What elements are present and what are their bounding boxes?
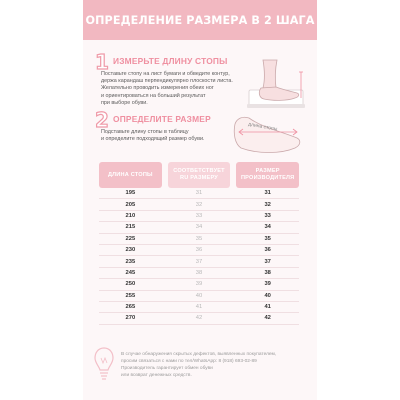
header-text: РАЗМЕР xyxy=(255,168,280,175)
table-row xyxy=(99,211,299,222)
cell-foot-length: 245 xyxy=(125,269,136,276)
cell-manufacturer-size: 38 xyxy=(264,269,271,276)
note-line: просим связаться с нами по тел/WhatsApp: 8 (918) 693-02-89 xyxy=(121,358,257,364)
cell-ru-size: 36 xyxy=(195,247,203,254)
table-row xyxy=(99,234,299,245)
table-row xyxy=(99,302,299,313)
lightbulb-icon xyxy=(93,346,115,386)
table-row xyxy=(99,291,299,302)
warranty-note xyxy=(93,342,309,394)
cell-ru-size: 31 xyxy=(195,190,203,197)
title-banner xyxy=(83,0,317,40)
cell-foot-length: 215 xyxy=(125,224,136,231)
step-2-line: и определите подходящий размер обуви. xyxy=(101,136,205,143)
cell-manufacturer-size: 31 xyxy=(264,190,271,197)
foot-length-icon xyxy=(231,110,307,160)
cell-manufacturer-size: 34 xyxy=(264,224,271,231)
step-1-line: Желательно проводить измерения обеих ног xyxy=(101,85,214,92)
table-header xyxy=(99,162,299,188)
cell-foot-length: 230 xyxy=(125,247,136,254)
header-text: СООТВЕТСТВУЕТ xyxy=(173,168,225,175)
cell-manufacturer-size: 39 xyxy=(264,281,271,288)
table-row xyxy=(99,188,299,199)
size-guide-card xyxy=(83,0,317,400)
cell-manufacturer-size: 37 xyxy=(264,258,271,265)
cell-ru-size: 38 xyxy=(195,269,203,276)
cell-foot-length: 225 xyxy=(125,235,136,242)
cell-foot-length: 235 xyxy=(125,258,136,265)
cell-ru-size: 32 xyxy=(195,201,203,208)
step-2-text xyxy=(101,129,233,143)
foot-length-label: длина стопы xyxy=(247,121,278,133)
cell-ru-size: 34 xyxy=(195,224,203,231)
size-table xyxy=(99,162,299,325)
step-1-line: держа карандаш перпендикулярно плоскости листа. xyxy=(101,78,233,85)
cell-manufacturer-size: 40 xyxy=(264,292,271,299)
table-row xyxy=(99,256,299,267)
cell-manufacturer-size: 35 xyxy=(264,235,271,242)
note-line: или возврат денежных средств. xyxy=(121,372,192,378)
header-text: ПРОИЗВОДИТЕЛЯ xyxy=(240,175,295,181)
step-2-number: 2 xyxy=(95,108,109,132)
cell-ru-size: 40 xyxy=(195,292,203,299)
table-row xyxy=(99,268,299,279)
cell-foot-length: 205 xyxy=(125,201,136,208)
cell-foot-length: 265 xyxy=(125,304,136,311)
step-1-line: Поставьте стопу на лист бумаги и обведите контур, xyxy=(101,71,230,77)
table-row xyxy=(99,313,299,324)
step-2-line: Подставьте длину стопы в таблицу xyxy=(101,129,189,135)
step-1-title: ИЗМЕРЬТЕ ДЛИНУ СТОПЫ xyxy=(113,56,228,66)
step-1-line: при выборе обуви. xyxy=(101,99,148,106)
cell-ru-size: 37 xyxy=(195,258,203,265)
cell-foot-length: 255 xyxy=(125,292,136,299)
step-1-number: 1 xyxy=(95,50,109,74)
table-row xyxy=(99,279,299,290)
cell-manufacturer-size: 41 xyxy=(264,304,271,311)
header-ru-size xyxy=(168,162,231,188)
cell-ru-size: 42 xyxy=(195,315,203,322)
cell-foot-length: 270 xyxy=(125,315,136,322)
step-1-line: и ориентироваться на больший результат xyxy=(101,92,206,99)
cell-manufacturer-size: 36 xyxy=(264,247,271,254)
cell-foot-length: 210 xyxy=(125,212,136,219)
header-manufacturer-size xyxy=(236,162,299,188)
header-foot-length xyxy=(99,162,162,188)
note-line: Производитель гарантирует обмен обуви xyxy=(121,365,213,371)
cell-foot-length: 250 xyxy=(125,281,136,288)
cell-ru-size: 35 xyxy=(195,235,203,242)
table-row xyxy=(99,245,299,256)
step-2-title: ОПРЕДЕЛИТЕ РАЗМЕР xyxy=(113,114,211,124)
note-line: В случае обнаружения скрытых дефектов, выявленных покупателем, xyxy=(121,352,277,357)
cell-manufacturer-size: 33 xyxy=(264,212,271,219)
note-text xyxy=(121,352,307,380)
table-row xyxy=(99,222,299,233)
table-row xyxy=(99,199,299,210)
foot-on-paper-icon xyxy=(245,58,309,110)
step-1-text xyxy=(101,71,233,107)
cell-ru-size: 33 xyxy=(195,212,203,219)
header-text: RU РАЗМЕРУ xyxy=(180,175,218,181)
table-body xyxy=(99,188,299,325)
page-title: ОПРЕДЕЛЕНИЕ РАЗМЕРА В 2 ШАГА xyxy=(85,13,315,27)
cell-ru-size: 41 xyxy=(195,304,203,311)
cell-manufacturer-size: 42 xyxy=(264,315,271,322)
header-text: ДЛИНА СТОПЫ xyxy=(107,171,153,178)
cell-foot-length: 195 xyxy=(125,190,136,197)
cell-manufacturer-size: 32 xyxy=(264,201,271,208)
cell-ru-size: 39 xyxy=(195,281,203,288)
